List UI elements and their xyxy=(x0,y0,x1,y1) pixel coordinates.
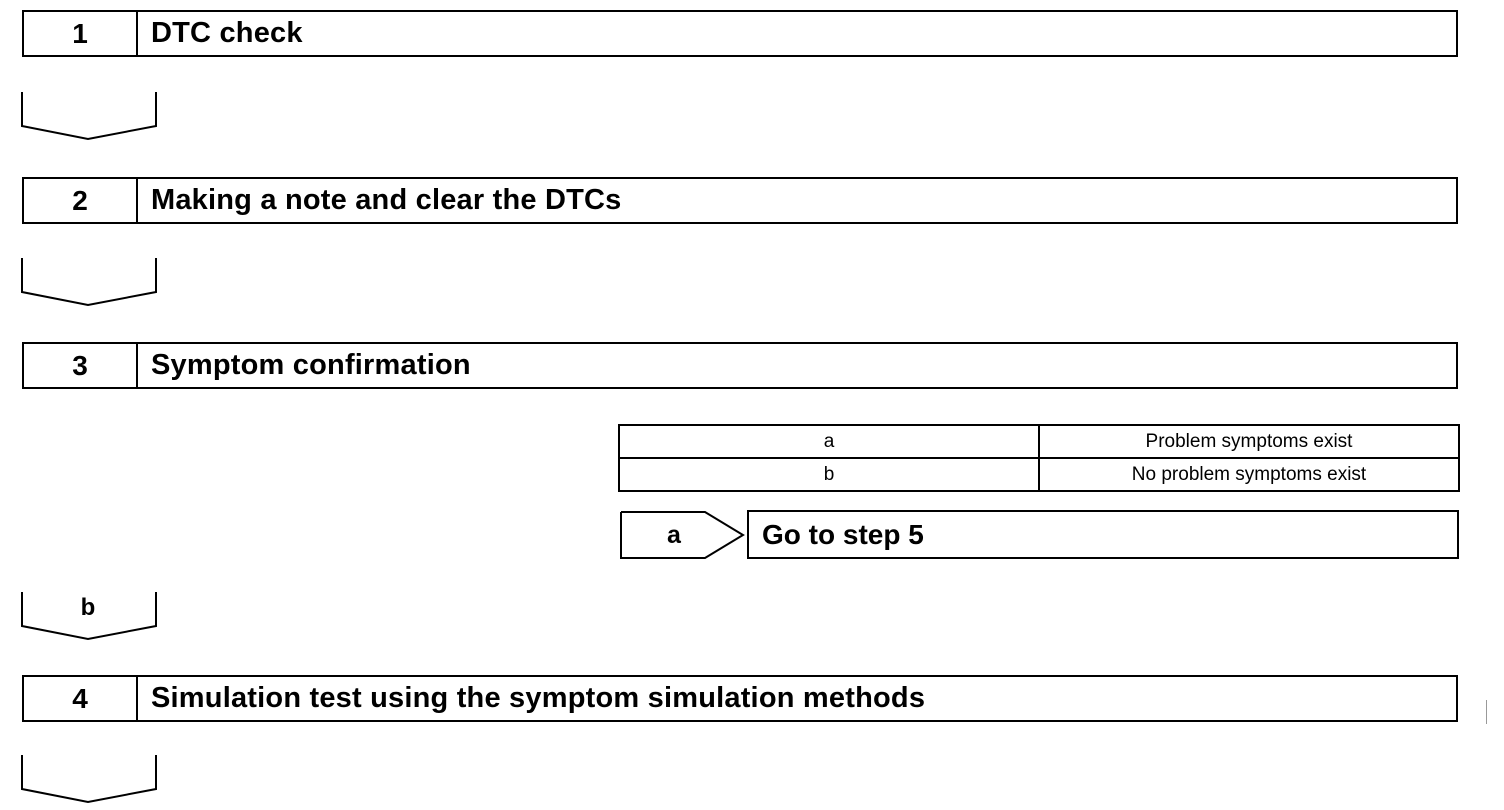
down-arrow-icon xyxy=(20,90,160,142)
step-2-title: Making a note and clear the DTCs xyxy=(151,184,622,216)
down-arrow-1 xyxy=(20,90,160,142)
down-arrow-4 xyxy=(20,753,160,805)
down-arrow-icon xyxy=(20,256,160,308)
table-row xyxy=(619,458,1459,491)
branch-label: a xyxy=(667,520,681,549)
page-edge-mark xyxy=(1486,700,1487,724)
step-3-title: Symptom confirmation xyxy=(151,349,471,381)
step-2-box xyxy=(22,177,1458,224)
branch-target: Go to step 5 xyxy=(747,510,1459,559)
result-table xyxy=(618,424,1460,492)
result-key-a: a xyxy=(619,425,1039,458)
down-arrow-b xyxy=(20,590,160,642)
step-3-number: 3 xyxy=(24,344,138,387)
table-row xyxy=(619,425,1459,458)
step-4-title: Simulation test using the symptom simulation methods xyxy=(151,682,926,714)
step-1-number: 1 xyxy=(24,12,138,55)
arrow-label-b: b xyxy=(80,594,96,621)
step-4-box xyxy=(22,675,1458,722)
result-value-b: No problem symptoms exist xyxy=(1039,458,1459,491)
step-1-box xyxy=(22,10,1458,57)
down-arrow-icon xyxy=(20,753,160,805)
result-value-a: Problem symptoms exist xyxy=(1039,425,1459,458)
result-key-b: b xyxy=(619,458,1039,491)
step-1-title: DTC check xyxy=(151,17,303,49)
down-arrow-2 xyxy=(20,256,160,308)
step-2-number: 2 xyxy=(24,179,138,222)
step-3-box xyxy=(22,342,1458,389)
step-4-number: 4 xyxy=(24,677,138,720)
branch-a xyxy=(619,510,1461,560)
